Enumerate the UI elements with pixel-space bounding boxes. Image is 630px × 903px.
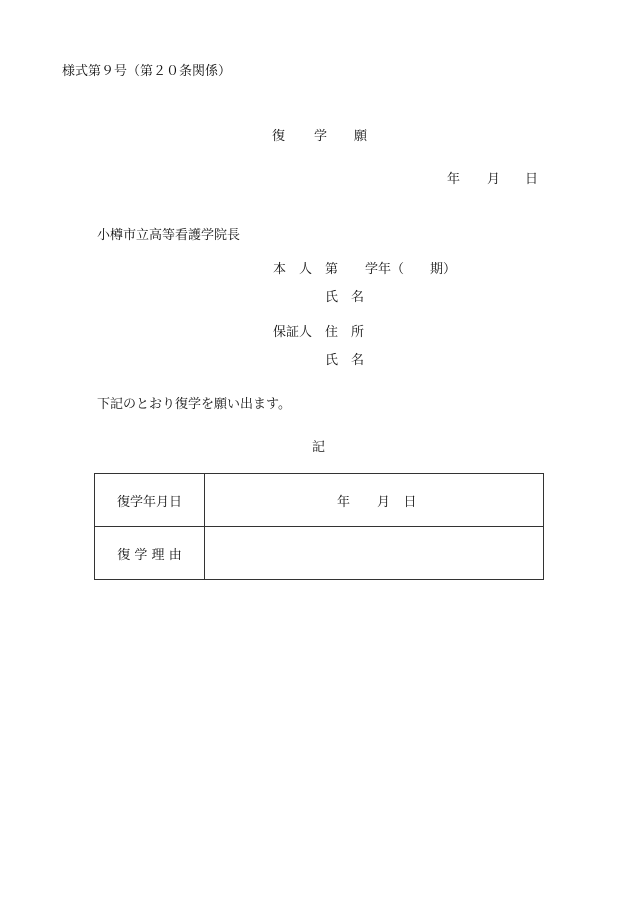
table-date-month: 月 (376, 494, 390, 510)
readmission-reason-label: 復 学 理 由 (95, 527, 205, 580)
guarantor-role: 保証人 (273, 325, 313, 340)
date-day: 日 (525, 172, 539, 187)
applicant-name-label: 氏 名 (325, 290, 365, 305)
request-text: 下記のとおり復学を願い出ます。 (97, 397, 291, 412)
table-date-day: 日 (403, 494, 417, 510)
grade-prefix: 第 (325, 262, 339, 277)
table-row-reason (95, 527, 544, 580)
form-number: 様式第９号（第２０条関係） (62, 64, 232, 79)
application-date (447, 172, 538, 188)
ki-heading: 記 (312, 440, 326, 455)
readmission-date-label: 復学年月日 (95, 474, 205, 527)
document-title (272, 129, 367, 145)
guarantor-name-label: 氏 名 (325, 353, 365, 368)
date-year: 年 (447, 172, 461, 187)
readmission-reason-value (205, 527, 544, 580)
applicant-role: 本 人 (273, 262, 313, 277)
date-month: 月 (487, 172, 501, 187)
term-suffix: 期） (430, 262, 457, 277)
guarantor-address-label: 住 所 (325, 325, 365, 340)
table-date-year: 年 (336, 494, 350, 510)
addressee: 小樽市立高等看護学院長 (97, 228, 241, 243)
title-char-3: 願 (354, 129, 368, 144)
title-char-2: 学 (314, 129, 328, 144)
readmission-table (94, 473, 544, 580)
title-char-1: 復 (272, 129, 286, 144)
readmission-date-value (205, 474, 544, 527)
table-row-date (95, 474, 544, 527)
grade-suffix: 学年（ (365, 262, 405, 277)
